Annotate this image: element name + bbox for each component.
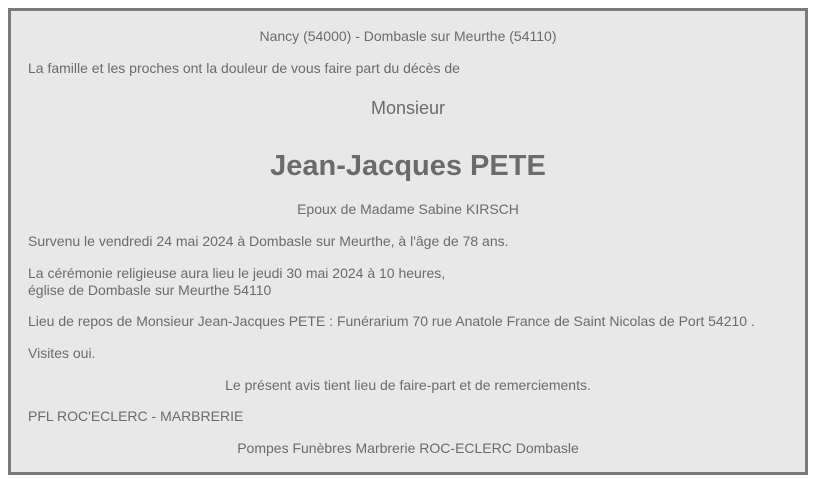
deceased-name: Jean-Jacques PETE: [270, 150, 546, 182]
company-name: PFL ROC'ECLERC - MARBRERIE: [28, 408, 244, 424]
footer-signature: Pompes Funèbres Marbrerie ROC-ECLERC Dombasle: [237, 440, 579, 456]
obituary-notice: [8, 8, 808, 475]
honorific: Monsieur: [370, 98, 446, 118]
intro-text: La famille et les proches ont la douleur de vous faire part du décès de: [28, 60, 460, 76]
visits-info: Visites oui.: [28, 345, 96, 361]
location-line: Nancy (54000) - Dombasle sur Meurthe (54110): [259, 28, 557, 44]
notice-note: Le présent avis tient lieu de faire-part et de remerciements.: [225, 377, 591, 393]
spouse-line: Epoux de Madame Sabine KIRSCH: [297, 201, 519, 217]
ceremony-line-2: église de Dombasle sur Meurthe 54110: [28, 282, 272, 298]
death-info: Survenu le vendredi 24 mai 2024 à Dombasle sur Meurthe, à l'âge de 78 ans.: [28, 233, 509, 249]
rest-place: Lieu de repos de Monsieur Jean-Jacques PETE : Funérarium 70 rue Anatole France de Saint Nicolas de Port 54210 .: [28, 313, 755, 329]
ceremony-line-1: La cérémonie religieuse aura lieu le jeudi 30 mai 2024 à 10 heures,: [28, 265, 446, 281]
